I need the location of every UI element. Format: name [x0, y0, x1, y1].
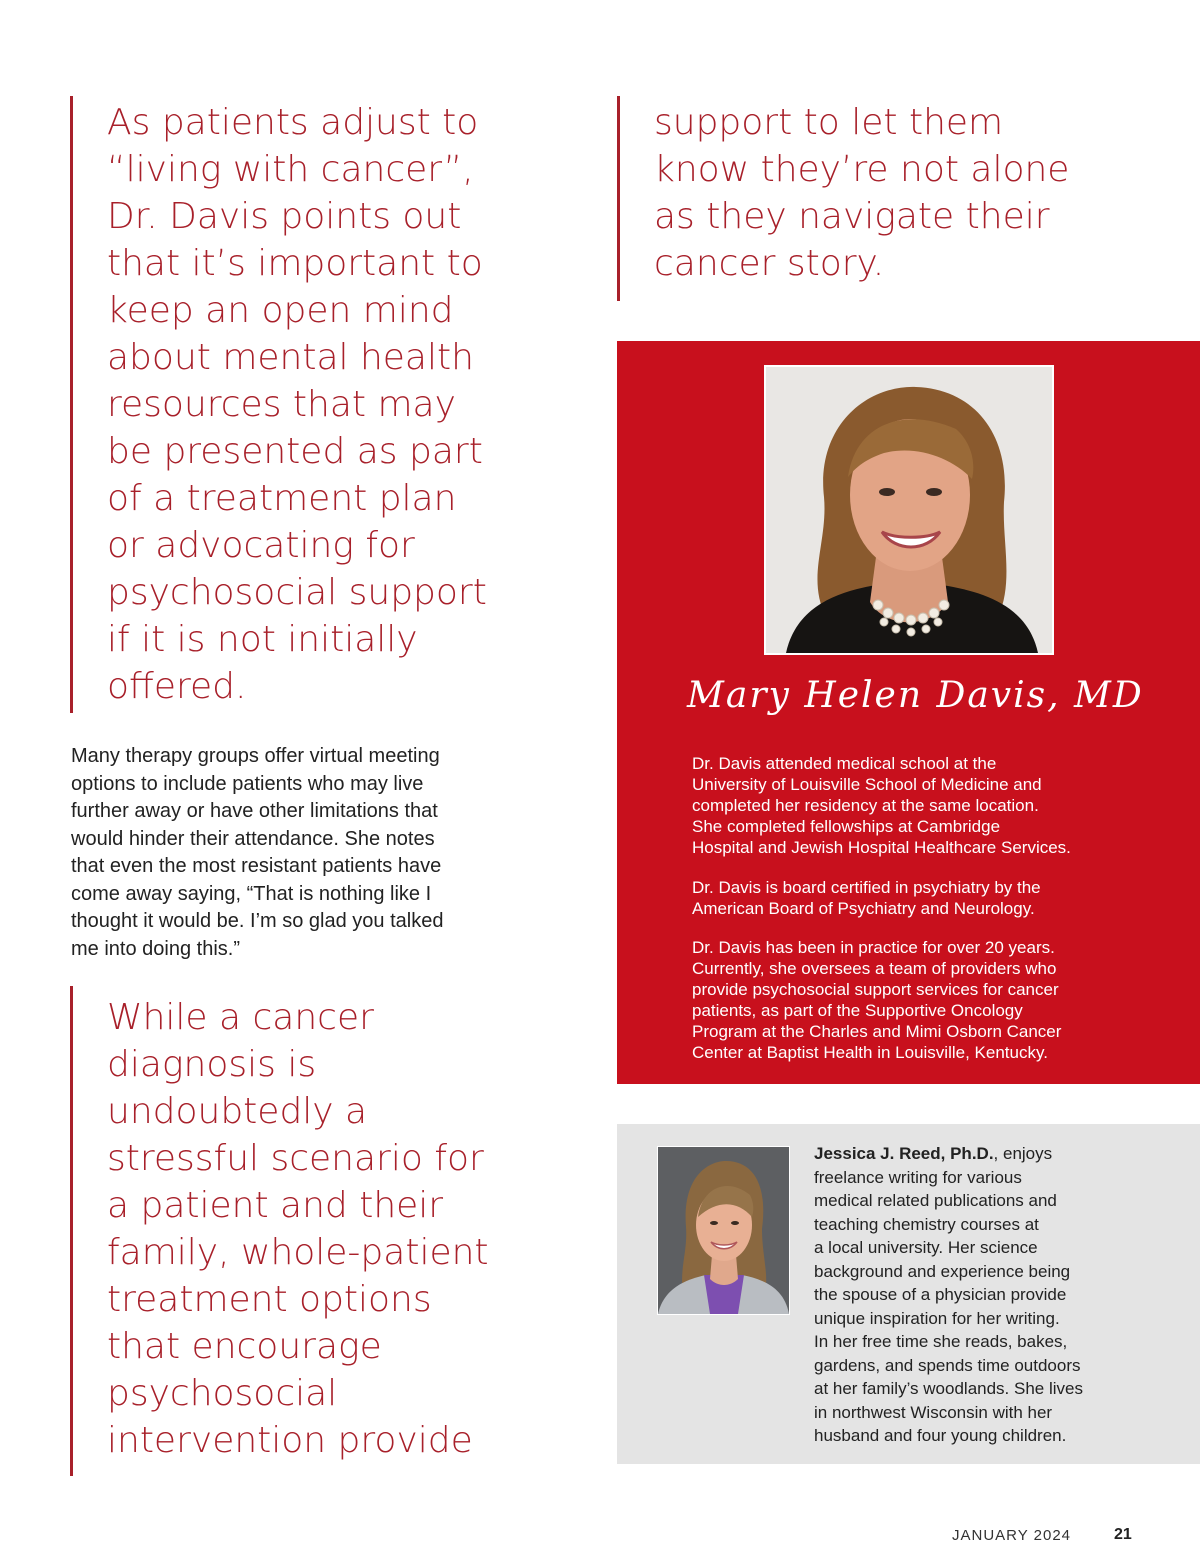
author-name: Jessica J. Reed, Ph.D.: [814, 1144, 994, 1163]
portrait-illustration: [766, 367, 1052, 653]
body-paragraph: Many therapy groups offer virtual meeting options to include patients who may live further away or have other limitations that would hinder their attendance. She notes that even the most resistant patients have come away saying, “That is nothing like I thought it would be. I’m so glad you talked me into doing this.”: [71, 745, 444, 960]
author-portrait-illustration: [658, 1147, 789, 1314]
pull-quote-text: support to let them know they’re not alone as they navigate their cancer story.: [654, 102, 1070, 284]
doctor-signature: Mary Helen Davis, MD: [687, 675, 1144, 716]
pull-quote-text: As patients adjust to “living with cancer”, Dr. Davis points out that it’s important to keep an open mind about mental health resources that may be presented as part of a treatment plan or advocating for psychosocial support if it is not initially offered.: [107, 102, 487, 707]
pull-quote-not-alone: [617, 96, 1177, 301]
bio-paragraph: Dr. Davis attended medical school at the University of Louisville School of Medicine and completed her residency at the same location. She completed fellowships at Cambridge Hospital and Jewish Hospital Healthcare Services.: [692, 754, 1071, 857]
author-bio-body: , enjoys freelance writing for various medical related publications and teaching chemistry courses at a local university. Her science background and experience being the spouse of a physician provide unique inspiration for her writing. In her free time she reads, bakes, gardens, and spends time outdoors at her family’s woodlands. She lives in northwest Wisconsin with her husband and four young children.: [814, 1144, 1083, 1445]
footer-issue-date: JANUARY 2024: [952, 1527, 1072, 1544]
author-bio-text: [814, 1142, 1134, 1448]
bio-paragraph: Dr. Davis is board certified in psychiatry by the American Board of Psychiatry and Neurology.: [692, 878, 1041, 918]
pull-quote-text: While a cancer diagnosis is undoubtedly a stressful scenario for a patient and their family, whole-patient treatment options that encourage psychosocial intervention provide: [107, 997, 489, 1461]
pull-quote-cancer-diagnosis: [70, 986, 590, 1476]
author-portrait-photo: [657, 1146, 790, 1315]
author-bio-box: [617, 1124, 1200, 1464]
doctor-bio-box: [617, 341, 1200, 1084]
pull-quote-living-with-cancer: [70, 96, 590, 713]
bio-paragraph: Dr. Davis has been in practice for over 20 years. Currently, she oversees a team of providers who provide psychosocial support services for cancer patients, as part of the Supportive Oncology Program at the Charles and Mimi Osborn Cancer Center at Baptist Health in Louisville, Kentucky.: [692, 938, 1062, 1062]
doctor-portrait-photo: [764, 365, 1054, 655]
footer-page-number: 21: [1114, 1526, 1132, 1543]
